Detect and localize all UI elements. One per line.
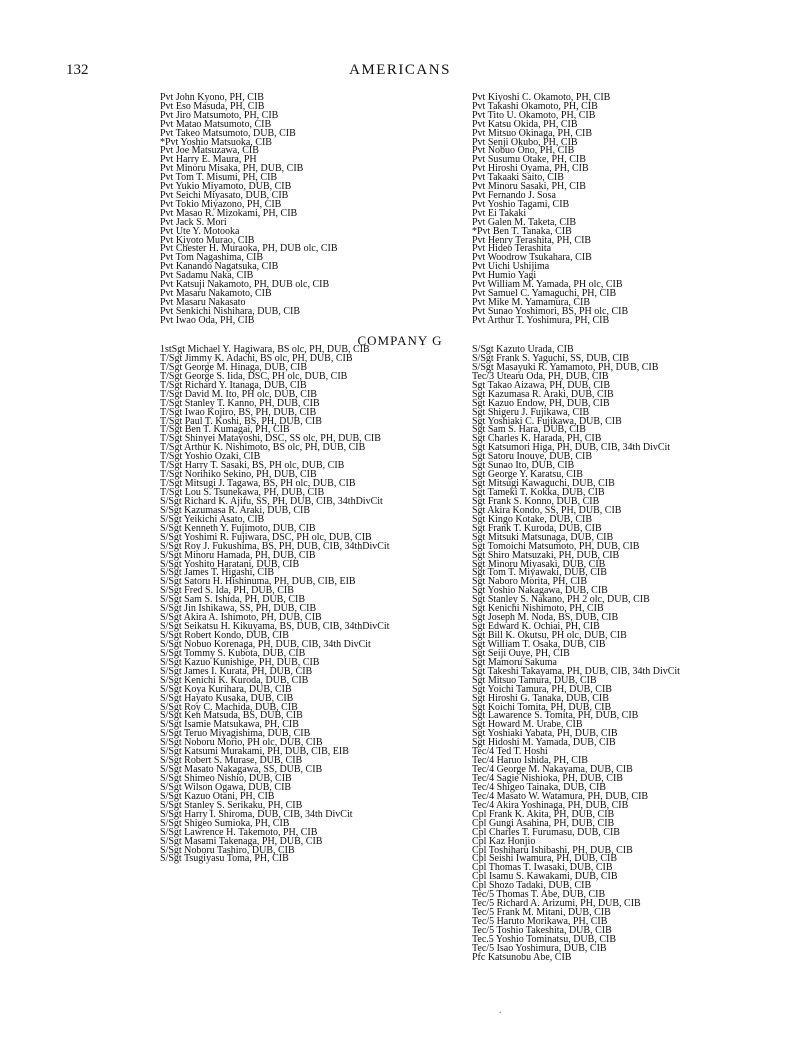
- roster-entry: Sgt William T. Osaka, DUB, CIB: [472, 638, 606, 650]
- roster-entry: Pvt Humio Yagi: [472, 270, 537, 282]
- roster-entry: Sgt Howard M. Urabe, CIB: [472, 719, 583, 731]
- roster-entry: Pvt John Kyono, PH, CIB: [160, 92, 264, 103]
- roster-entry: Sgt Bill K. Okutsu, PH olc, DUB, CIB: [472, 630, 627, 641]
- roster-entry: Sgt Yoshiaki Yabata, PH, DUB, CIB: [472, 728, 618, 740]
- roster-entry: Sgt Mitsuki Matsunaga, DUB, CIB: [472, 531, 614, 543]
- roster-entry: Pvt Arthur T. Yoshimura, PH, CIB: [472, 314, 610, 326]
- roster-entry: Cpl Gungi Asahina, PH, DUB, CIB: [472, 817, 615, 829]
- roster-entry: Sgt Mitsuo Tamura, DUB, CIB: [472, 674, 597, 686]
- roster-entry: Sgt Yoshiaki C. Fujikawa, DUB, CIB: [472, 415, 622, 427]
- roster-entry: T/Sgt Ben T. Kumagai, PH, CIB: [160, 424, 290, 436]
- roster-entry: T/Sgt Arthur K. Nishimoto, BS olc, PH, DUB, CIB: [160, 442, 366, 454]
- roster-entry: Sgt Takeshi Takayama, PH, DUB, CIB, 34th DivCit: [472, 665, 680, 677]
- roster-entry: Pvt Joe Matsuzawa, CIB: [160, 145, 259, 157]
- roster-entry: S/Sgt Teruo Miyagishima, DUB, CIB: [160, 728, 311, 740]
- roster-entry: Pvt Takaaki Saito, CIB: [472, 172, 564, 184]
- roster-entry: Pvt Eso Masuda, PH, CIB: [160, 100, 265, 112]
- roster-entry: Sgt Tameki T. Kokka, DUB, CIB: [472, 487, 605, 498]
- roster-entry: Pvt Kanando Nagatsuka, CIB: [160, 261, 279, 273]
- roster-entry: Pvt Ei Takaki: [472, 207, 527, 219]
- roster-entry: Sgt Mamoru Sakuma: [472, 656, 557, 668]
- roster-entry: Tec/4 Akira Yoshinaga, PH, DUB, CIB: [472, 799, 629, 811]
- page-number: 132: [66, 62, 89, 78]
- roster-entry: Cpl Seishi Iwamura, PH, DUB, CIB: [472, 853, 617, 865]
- roster-entry: S/Sgt Yoshimi R. Fujiwara, DSC, PH olc, DUB, CIB: [160, 531, 372, 543]
- roster-entry: Sgt Shigeru J. Fujikawa, CIB: [472, 406, 590, 418]
- roster-entry: Sgt Satoru Inouye, DUB, CIB: [472, 451, 592, 463]
- roster-entry: Cpl Frank K. Akita, PH, DUB, CIB: [472, 808, 615, 820]
- roster-top-left: [160, 94, 338, 326]
- roster-entry: S/Sgt James T. Higashi, CIB: [160, 567, 275, 579]
- roster-entry: S/Sgt Tsugiyasu Toma, PH, CIB: [160, 853, 289, 865]
- roster-entry: T/Sgt Iwao Kojiro, BS, PH, DUB, CIB: [160, 406, 317, 418]
- roster-entry: Sgt Charles K. Harada, PH, CIB: [472, 433, 602, 445]
- roster-entry: Pfc Katsunobu Abe, CIB: [472, 951, 572, 963]
- roster-entry: Pvt Ute Y. Motooka: [160, 225, 240, 237]
- roster-entry: Pvt Minoru Sasaki, PH, CIB: [472, 181, 586, 193]
- roster-entry: Pvt Chester H. Muraoka, PH, DUB olc, CIB: [160, 243, 338, 255]
- roster-entry: Sgt Kazuo Endow, PH, DUB, CIB: [472, 397, 610, 409]
- roster-entry: Pvt Masaru Nakamoto, CIB: [160, 287, 272, 299]
- roster-top-right: [472, 94, 628, 326]
- roster-entry: Pvt Katsu Okida, PH, CIB: [472, 118, 578, 130]
- roster-entry: S/Sgt Masayuki R. Yamamoto, PH, DUB, CIB: [472, 361, 659, 373]
- roster-entry: Sgt Akira Kondo, SS, PH, DUB, CIB: [472, 504, 622, 516]
- roster-entry: S/Sgt Katsumi Murakami, PH, DUB, CIB, EIB: [160, 746, 349, 758]
- roster-entry: S/Sgt Shimeo Nishio, DUB, CIB: [160, 773, 292, 784]
- roster-entry: S/Sgt Robert S. Murase, DUB, CIB: [160, 755, 303, 767]
- roster-entry: Sgt Katsumori Higa, PH, DUB, CIB, 34th DivCit: [472, 442, 671, 454]
- roster-entry: S/Sgt Jin Ishikawa, SS, PH, DUB, CIB: [160, 603, 317, 615]
- roster-entry: Sgt Seiji Ouye, PH, CIB: [472, 647, 570, 659]
- roster-entry: S/Sgt Harry I. Shiroma, DUB, CIB, 34th DivCit: [160, 808, 353, 820]
- roster-entry: Pvt Seichi Miyasato, DUB, CIB: [160, 189, 289, 201]
- roster-entry: 1stSgt Michael Y. Hagiwara, BS olc, PH, DUB, CIB: [160, 344, 370, 355]
- roster-entry: Cpl Isamu S. Kawakami, DUB, CIB: [472, 871, 618, 883]
- roster-entry: S/Sgt Kazuo Kunishige, PH, DUB, CIB: [160, 656, 320, 668]
- roster-entry: S/Sgt Kazuo Otani, PH, CIB: [160, 790, 275, 802]
- roster-entry: S/Sgt Lawrence H. Takemoto, PH, CIB: [160, 826, 318, 838]
- roster-entry: Cpl Thomas T. Iwasaki, DUB, CIB: [472, 862, 613, 874]
- roster-entry: T/Sgt Yoshio Ozaki, CIB: [160, 451, 261, 463]
- roster-entry: T/Sgt David M. Ito, PH olc, DUB, CIB: [160, 388, 317, 400]
- roster-entry: Pvt Hiroshi Oyama, PH, CIB: [472, 163, 589, 175]
- roster-entry: S/Sgt Satoru H. Hishinuma, PH, DUB, CIB, EIB: [160, 576, 356, 588]
- roster-entry: S/Sgt Sam S. Ishida, PH, DUB, CIB: [160, 594, 306, 606]
- roster-entry: Sgt Frank S. Konno, DUB, CIB: [472, 495, 600, 507]
- roster-entry: S/Sgt Noboru Tashiro, DUB, CIB: [160, 844, 295, 856]
- roster-entry: T/Sgt Richard Y. Itanaga, DUB, CIB: [160, 379, 307, 391]
- roster-entry: Sgt Minoru Miyasaki, DUB, CIB: [472, 558, 606, 570]
- roster-entry: T/Sgt Lou S. Tsunekawa, PH, DUB, CIB: [160, 487, 325, 498]
- roster-entry: Sgt Yoshio Nakagawa, DUB, CIB: [472, 585, 608, 597]
- roster-entry: T/Sgt Jimmy K. Adachi, BS olc, PH, DUB, CIB: [160, 352, 353, 364]
- roster-entry: Sgt Hiroshi G. Tanaka, DUB, CIB: [472, 692, 609, 704]
- roster-entry: Sgt Shiro Matsuzaki, PH, DUB, CIB: [472, 549, 620, 561]
- roster-entry: S/Sgt Kenneth Y. Fujimoto, DUB, CIB: [160, 522, 316, 534]
- roster-entry: Sgt Kenichi Nishimoto, PH, CIB: [472, 603, 604, 615]
- roster-entry: Pvt Galen M. Taketa, CIB: [472, 216, 577, 228]
- roster-entry: Pvt Jack S. Mori: [160, 216, 227, 228]
- roster-entry: Sgt Yoichi Tamura, PH, DUB, CIB: [472, 683, 612, 695]
- roster-entry: S/Sgt Richard K. Ajifu, SS, PH, DUB, CIB, 34thDivCit: [160, 495, 383, 507]
- roster-entry: Pvt Katsuji Nakamoto, PH, DUB olc, CIB: [160, 279, 330, 291]
- roster-entry: Pvt Tokio Miyazono, PH, CIB: [160, 198, 282, 210]
- roster-entry: S/Sgt Kazuto Urada, CIB: [472, 344, 574, 355]
- roster-entry: Pvt Minoru Misaka, PH, DUB, CIB: [160, 163, 304, 175]
- roster-entry: Sgt Koichi Tomita, PH, DUB, CIB: [472, 701, 612, 713]
- roster-entry: Tec/4 Ted T. Hoshi: [472, 746, 548, 758]
- roster-entry: S/Sgt Yeikichi Asato, CIB: [160, 513, 265, 525]
- roster-entry: Pvt Sunao Yoshimori, BS, PH olc, CIB: [472, 305, 629, 317]
- roster-entry: Pvt Masaru Nakasato: [160, 296, 246, 308]
- roster-entry: Pvt Harry E. Maura, PH: [160, 154, 257, 166]
- roster-entry: Pvt Fernando J. Sosa: [472, 189, 556, 201]
- roster-entry: Sgt Kazumasa R. Araki, DUB, CIB: [472, 388, 614, 400]
- roster-entry: Sgt Hidoshi M. Yamada, DUB, CIB: [472, 737, 616, 749]
- roster-entry: T/Sgt Norihiko Sekino, PH, DUB, CIB: [160, 469, 317, 481]
- roster-entry: Sgt Takao Aizawa, PH, DUB, CIB: [472, 379, 610, 391]
- roster-entry: Tec/3 Utearu Oda, PH, DUB, CIB: [472, 370, 609, 382]
- roster-entry: S/Sgt Ken Matsuda, BS, DUB, CIB: [160, 710, 303, 722]
- roster-entry: Sgt George Y. Karatsu, CIB: [472, 469, 583, 481]
- roster-entry: Pvt Samuel C. Yamaguchi, PH, CIB: [472, 287, 617, 299]
- roster-entry: Tec/5 Toshio Takeshita, DUB, CIB: [472, 924, 612, 936]
- roster-entry: S/Sgt Hayato Kusaka, DUB, CIB: [160, 692, 294, 704]
- roster-entry: Pvt Yoshio Tagami, CIB: [472, 198, 570, 210]
- roster-company-g-right: [472, 346, 704, 963]
- roster-entry: S/Sgt Wilson Ogawa, DUB, CIB: [160, 781, 292, 793]
- roster-entry: S/Sgt Minoru Hamada, PH, DUB, CIB: [160, 549, 316, 561]
- roster-entry: Pvt Matao Matsumoto, CIB: [160, 118, 272, 130]
- roster-entry: S/Sgt Tommy S. Kubota, DUB, CIB: [160, 647, 306, 659]
- roster-entry: Pvt Mike M. Yamamura, CIB: [472, 296, 591, 308]
- roster-entry: S/Sgt Nobuo Korenaga, PH, DUB, CIB, 34th DivCit: [160, 638, 371, 650]
- roster-entry: Cpl Shozo Tadaki, DUB, CIB: [472, 880, 592, 892]
- stray-mark: .: [499, 1005, 502, 1016]
- roster-entry: Sgt Tomoichi Matsumoto, PH, DUB, CIB: [472, 540, 640, 552]
- roster-entry: Pvt Iwao Oda, PH, CIB: [160, 314, 255, 326]
- roster-entry: Pvt Susumu Otake, PH, CIB: [472, 154, 586, 166]
- roster-entry: S/Sgt Yoshito Haratani, DUB, CIB: [160, 558, 300, 570]
- roster-entry: Sgt Naboro Morita, PH, CIB: [472, 576, 587, 588]
- roster-entry: Pvt Senji Okubo, PH, CIB: [472, 136, 578, 148]
- roster-entry: S/Sgt Robert Kondo, DUB, CIB: [160, 630, 289, 641]
- roster-entry: S/Sgt Kazumasa R. Araki, DUB, CIB: [160, 504, 310, 516]
- roster-entry: T/Sgt Shinyei Matayoshi, DSC, SS olc, PH, DUB, CIB: [160, 433, 381, 445]
- roster-entry: S/Sgt James I. Kurata, PH, DUB, CIB: [160, 665, 313, 677]
- roster-entry: Pvt Takeo Matsumoto, DUB, CIB: [160, 127, 296, 139]
- roster-entry: Pvt Woodrow Tsukahara, CIB: [472, 252, 592, 264]
- roster-entry: Tec/5 Isao Yoshimura, DUB, CIB: [472, 942, 607, 954]
- roster-entry: Tec/4 George M. Nakayama, DUB, CIB: [472, 764, 633, 776]
- roster-entry: Tec/5 Richard A. Arizumi, PH, DUB, CIB: [472, 898, 641, 910]
- roster-entry: S/Sgt Kenichi K. Kuroda, DUB, CIB: [160, 674, 309, 686]
- roster-entry: Pvt Tom Nagashima, CIB: [160, 252, 264, 264]
- running-head: AMERICANS: [349, 62, 451, 78]
- roster-entry: Pvt Yukio Miyamoto, DUB, CIB: [160, 181, 292, 193]
- roster-entry: T/Sgt Paul T. Koshi, BS, PH, DUB, CIB: [160, 415, 322, 427]
- roster-entry: Tec/5 Frank M. Mitani, DUB, CIB: [472, 907, 611, 919]
- roster-entry: S/Sgt Roy C. Machida, DUB, CIB: [160, 701, 298, 713]
- roster-entry: Tec/4 Haruo Ishida, PH, CIB: [472, 755, 588, 767]
- roster-entry: S/Sgt Frank S. Yaguchi, SS, DUB, CIB: [472, 352, 629, 364]
- roster-entry: Tec/4 Sagie Nishioka, PH, DUB, CIB: [472, 773, 623, 784]
- roster-entry: Cpl Charles T. Furumasu, DUB, CIB: [472, 826, 620, 838]
- roster-entry: Cpl Kaz Honjio: [472, 835, 536, 847]
- roster-entry: Pvt Mitsuo Okinaga, PH, CIB: [472, 127, 593, 139]
- roster-entry: Pvt Tito U. Okamoto, PH, CIB: [472, 109, 596, 121]
- roster-entry: S/Sgt Koya Kurihara, DUB, CIB: [160, 683, 292, 695]
- roster-entry: S/Sgt Isamie Matsukawa, PH, CIB: [160, 719, 299, 731]
- roster-company-g-left: [160, 346, 392, 864]
- roster-entry: Pvt Kiyoto Murao, CIB: [160, 234, 255, 246]
- roster-entry: Sgt Sunao Ito, DUB, CIB: [472, 460, 575, 472]
- roster-entry: S/Sgt Seikatsu H. Kikuyama, BS, DUB, CIB, 34thDivCit: [160, 621, 390, 633]
- roster-entry: Sgt Stanley S. Nakano, PH 2 olc, DUB, CIB: [472, 594, 650, 606]
- section-heading-company-g: COMPANY G: [357, 333, 443, 348]
- roster-entry: Tec/4 Masato W. Watamura, PH, DUB, CIB: [472, 790, 649, 802]
- roster-entry: T/Sgt Mitsugi J. Tagawa, BS, PH olc, DUB, CIB: [160, 478, 356, 490]
- roster-entry: S/Sgt Roy J. Fukushima, BS, PH, DUB, CIB, 34thDivCit: [160, 540, 390, 552]
- roster-entry: Sgt Kingo Kotake, DUB, CIB: [472, 513, 592, 525]
- roster-entry: S/Sgt Masato Nakagawa, SS, DUB, CIB: [160, 764, 323, 776]
- roster-entry: S/Sgt Shigeo Sumioka, PH, CIB: [160, 817, 290, 829]
- roster-entry: S/Sgt Noboru Morio, PH olc, DUB, CIB: [160, 737, 323, 749]
- roster-entry: Tec.5 Yoshio Tominatsu, DUB, CIB: [472, 933, 616, 945]
- roster-entry: Tec/4 Shigeo Tainaka, DUB, CIB: [472, 781, 606, 793]
- roster-entry: Pvt Sadamu Naka, CIB: [160, 270, 254, 282]
- roster-entry: Sgt Joseph M. Noda, BS, DUB, CIB: [472, 612, 619, 624]
- roster-entry: Sgt Mitsugi Kawaguchi, DUB, CIB: [472, 478, 615, 490]
- roster-entry: T/Sgt George M. Hinaga, DUB, CIB: [160, 361, 308, 373]
- roster-entry: Pvt William M. Yamada, PH olc, CIB: [472, 279, 623, 291]
- roster-entry: S/Sgt Fred S. Ida, PH, DUB, CIB: [160, 585, 294, 597]
- roster-entry: Tec/5 Haruto Morikawa, PH, CIB: [472, 916, 608, 927]
- roster-entry: Pvt Uichi Ushijima: [472, 261, 550, 273]
- roster-entry: S/Sgt Stanley S. Serikaku, PH, CIB: [160, 799, 303, 811]
- roster-entry: T/Sgt George S. Iida, DSC, PH olc, DUB, CIB: [160, 370, 348, 382]
- roster-entry: Sgt Tom T. Miyawaki, DUB, CIB: [472, 567, 607, 579]
- roster-entry: S/Sgt Akira A. Ishimoto, PH, DUB, CIB: [160, 612, 322, 624]
- roster-entry: Pvt Takashi Okamoto, PH, CIB: [472, 100, 598, 112]
- roster-entry: *Pvt Ben T. Tanaka, CIB: [472, 225, 572, 237]
- roster-entry: Pvt Jiro Matsumoto, PH, CIB: [160, 109, 279, 121]
- roster-entry: Pvt Kiyoshi C. Okamoto, PH, CIB: [472, 92, 611, 103]
- roster-entry: Sgt Frank T. Kuroda, DUB, CIB: [472, 522, 602, 534]
- roster-entry: Sgt Lawarence S. Tomita, PH, DUB, CIB: [472, 710, 639, 722]
- roster-entry: *Pvt Yoshio Matsuoka, CIB: [160, 136, 272, 148]
- roster-entry: Pvt Tom T. Misumi, PH, CIB: [160, 172, 278, 184]
- roster-entry: Pvt Senkichi Nishihara, DUB, CIB: [160, 305, 300, 317]
- roster-entry: Pvt Masao R. Mizokami, PH, CIB: [160, 207, 298, 219]
- roster-entry: T/Sgt Harry T. Sasaki, BS, PH olc, DUB, CIB: [160, 460, 345, 472]
- roster-entry: T/Sgt Stanley T. Kanno, PH, DUB, CIB: [160, 397, 320, 409]
- roster-entry: Sgt Sam S. Hara, DUB, CIB: [472, 424, 586, 436]
- roster-entry: S/Sgt Masami Takenaga, PH, DUB, CIB: [160, 835, 323, 847]
- roster-entry: Pvt Henry Terashita, PH, CIB: [472, 234, 592, 246]
- roster-entry: Cpl Toshiharu Ishibashi, PH, DUB, CIB: [472, 844, 633, 856]
- roster-entry: Sgt Edward K. Ochiai, PH, CIB: [472, 621, 600, 633]
- roster-entry: Pvt Nobuo Ono, PH, CIB: [472, 145, 575, 157]
- roster-entry: Tec/5 Thomas T. Abe, DUB, CIB: [472, 889, 606, 901]
- roster-entry: Pvt Hideo Terashita: [472, 243, 552, 255]
